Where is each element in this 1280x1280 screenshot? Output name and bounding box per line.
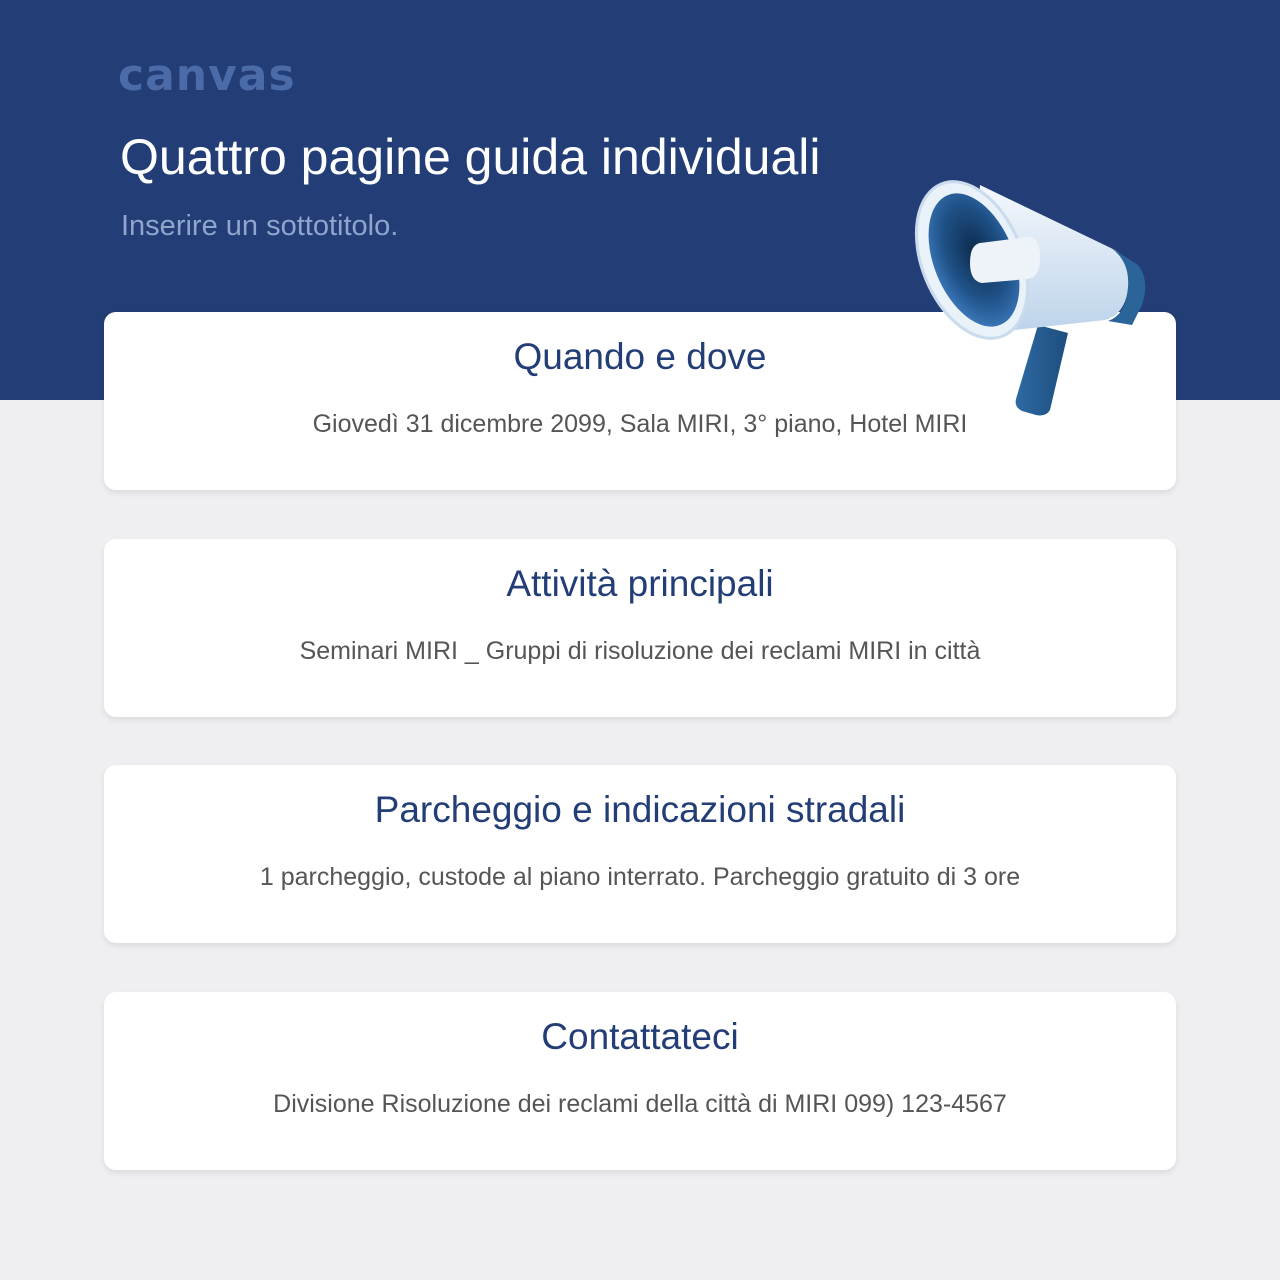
card-body: 1 parcheggio, custode al piano interrato. Parcheggio gratuito di 3 ore: [259, 863, 1021, 891]
card-main-activities: [104, 539, 1176, 717]
megaphone-icon: [910, 165, 1160, 425]
card-body: Divisione Risoluzione dei reclami della città di MIRI 099) 123-4567: [273, 1090, 1007, 1118]
card-title: Attività principali: [506, 563, 774, 604]
page-title: Quattro pagine guida individuali: [120, 129, 821, 185]
canvas-logo: canvas: [118, 50, 296, 101]
card-title: Parcheggio e indicazioni stradali: [374, 789, 906, 830]
card-body: Giovedì 31 dicembre 2099, Sala MIRI, 3° piano, Hotel MIRI: [312, 410, 968, 438]
card-contact: [104, 992, 1176, 1170]
card-parking: [104, 765, 1176, 943]
card-body: Seminari MIRI _ Gruppi di risoluzione dei reclami MIRI in città: [299, 637, 981, 665]
page-subtitle: Inserire un sottotitolo.: [121, 210, 399, 242]
card-title: Contattateci: [541, 1016, 739, 1057]
card-title: Quando e dove: [513, 336, 767, 377]
